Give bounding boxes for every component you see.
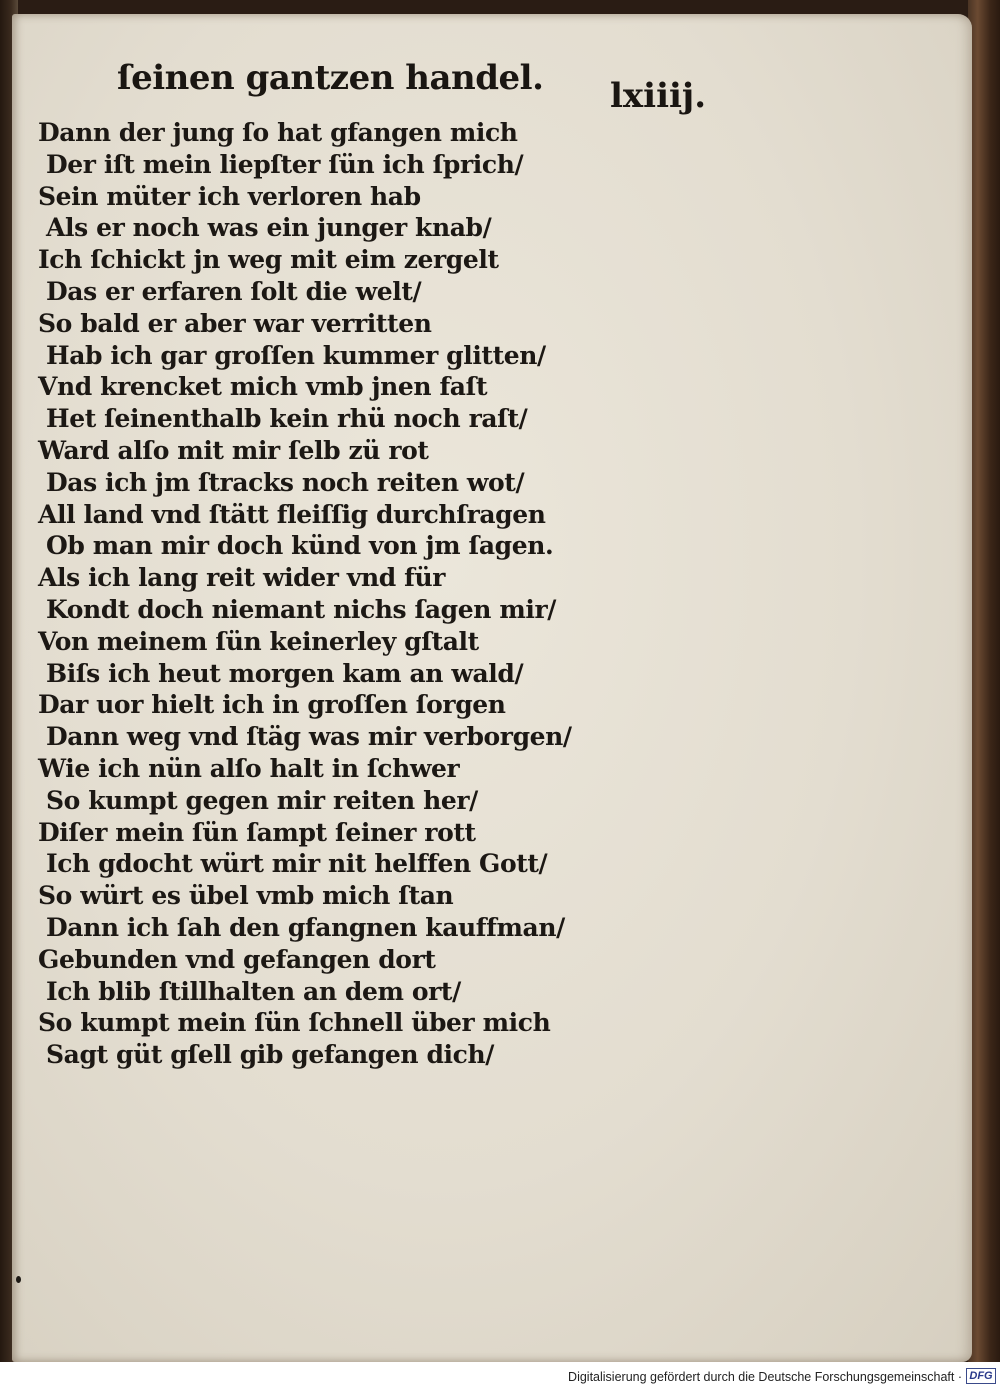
verse-line: Ich blib ſtillhalten an dem ort/ bbox=[46, 976, 461, 1006]
funding-credit: Digitalisierung gefördert durch die Deutsche Forschungsgemeinschaft · bbox=[568, 1370, 962, 1384]
verse-line: Sagt güt gſell gib gefangen dich/ bbox=[46, 1040, 494, 1070]
verse-line: Wie ich nün alſo halt in ſchwer bbox=[38, 753, 460, 783]
book-page bbox=[12, 14, 972, 1362]
verse-line: Kondt doch niemant nichs ſagen mir/ bbox=[46, 594, 556, 624]
verse-line: Sein müter ich verloren hab bbox=[38, 181, 421, 211]
verse-line: Ich ſchickt jn weg mit eim zergelt bbox=[38, 245, 499, 275]
verse-line: Biſs ich heut morgen kam an wald/ bbox=[46, 658, 524, 688]
verse-line: Vnd krencket mich vmb jnen faſt bbox=[38, 372, 488, 402]
verse-line: Dann weg vnd ſtäg was mir verborgen/ bbox=[46, 722, 572, 752]
footer-bar bbox=[0, 1362, 1000, 1389]
verse-list bbox=[38, 117, 572, 1071]
verse-line: Hab ich gar groſſen kummer glitten/ bbox=[46, 340, 546, 370]
verse-line: Das er erfaren ſolt die welt/ bbox=[46, 276, 422, 306]
verse-line: Dann ich ſah den gfangnen kauffman/ bbox=[46, 912, 565, 942]
verse-line: Von meinem ſün keinerley gſtalt bbox=[38, 626, 479, 656]
verse-line: Der iſt mein liepſter ſün ich ſprich/ bbox=[46, 149, 524, 179]
verse-line: So würt es übel vmb mich ſtan bbox=[38, 881, 454, 911]
verse-line: So kumpt mein ſün ſchnell über mich bbox=[38, 1008, 551, 1038]
verse-line: Dann der jung ſo hat gfangen mich bbox=[38, 118, 518, 147]
running-head: ſeinen gantzen handel. bbox=[117, 58, 544, 98]
verse-line: Ob man mir doch künd von jm ſagen. bbox=[46, 531, 554, 561]
verse-line: Gebunden vnd gefangen dort bbox=[38, 944, 436, 974]
verse-line: Ich gdocht würt mir nit helffen Gott/ bbox=[46, 849, 548, 879]
folio-number: lxiiij. bbox=[610, 76, 707, 116]
verse-line: So bald er aber war verritten bbox=[38, 308, 432, 338]
verse-line: All land vnd ſtätt fleiſſig durchſragen bbox=[38, 499, 546, 529]
margin-mark bbox=[16, 1276, 21, 1283]
verse-line: Het ſeinenthalb kein rhü noch raſt/ bbox=[46, 404, 528, 434]
verse-line: So kumpt gegen mir reiten her/ bbox=[46, 785, 478, 815]
verse-line: Dar uor hielt ich in groſſen ſorgen bbox=[38, 690, 506, 720]
book-edge bbox=[968, 0, 1000, 1389]
verse-line: Als er noch was ein junger knab/ bbox=[46, 213, 492, 243]
dfg-logo: DFG bbox=[966, 1368, 996, 1384]
verse-line: Das ich jm ſtracks noch reiten wot/ bbox=[46, 467, 525, 497]
verse-line: Ward alſo mit mir ſelb zü rot bbox=[38, 435, 429, 465]
verse-line: Als ich lang reit wider vnd für bbox=[38, 563, 446, 593]
verse-line: Diſer mein ſün ſampt ſeiner rott bbox=[38, 817, 476, 847]
